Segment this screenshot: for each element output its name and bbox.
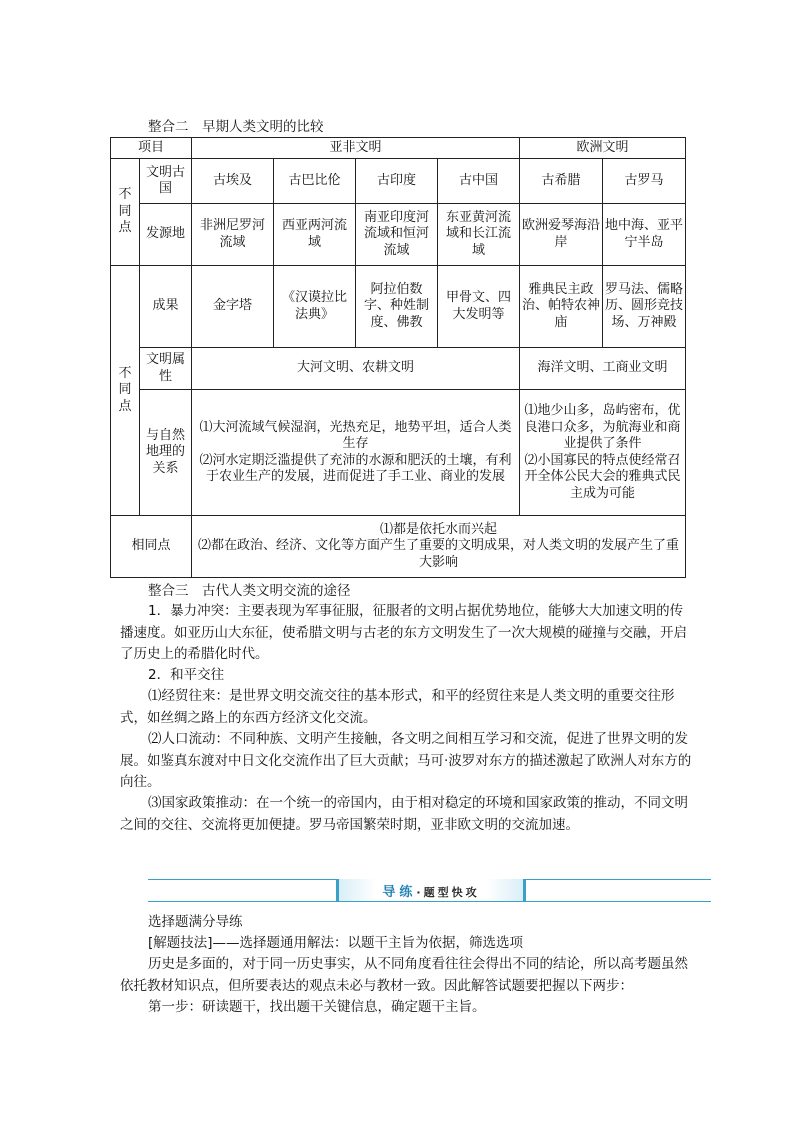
table-row	[111, 266, 686, 348]
cell-attribute-asia: 大河文明、农耕文明	[192, 348, 520, 390]
section2-title: 整合二 早期人类文明的比较	[148, 119, 324, 135]
table-header-row	[111, 138, 686, 159]
practice-title: 选择题满分导练	[148, 914, 243, 930]
table-row	[111, 390, 686, 516]
comparison-table	[110, 137, 686, 578]
table-row	[111, 348, 686, 390]
practice-paragraph-2: 第一步：研读题干，找出题干关键信息，确定题干主旨。	[148, 999, 486, 1015]
header-europe: 欧洲文明	[520, 138, 686, 159]
cell-achievement: 《汉谟拉比法典》	[274, 266, 356, 348]
practice-method: [解题技法]——选择题通用解法：以题干主旨为依据，筛选选项	[148, 935, 524, 951]
section3-title: 整合三 古代人类文明交流的途径	[148, 583, 351, 599]
cell-origin: 非洲尼罗河流域	[192, 204, 274, 266]
table-row	[111, 159, 686, 204]
geo-asia-point-1: ⑴大河流域气候湿润，光热充足，地势平坦，适合人类生存	[199, 419, 512, 451]
cell-achievement: 甲骨文、四大发明等	[438, 266, 520, 348]
cell-origin: 地中海、亚平宁半岛	[603, 204, 686, 266]
cell-country: 古中国	[438, 159, 520, 204]
banner-sub-text: ·题型快攻	[416, 886, 480, 899]
separator-bottom	[148, 901, 711, 902]
same-point-2: ⑵都在政治、经济、文化等方面产生了重要的文明成果，对人类文明的发展产生了重大影响	[198, 538, 680, 570]
cell-country: 古罗马	[603, 159, 686, 204]
cell-country: 古巴比伦	[274, 159, 356, 204]
header-asia-africa: 亚非文明	[192, 138, 520, 159]
section3-paragraph-2: 2．和平交往	[148, 667, 225, 683]
geo-europe-point-2: ⑵小国寡民的特点使经常召开全体公民大会的雅典式民主成为可能	[524, 452, 681, 501]
header-item: 项目	[111, 138, 192, 159]
row-label-country: 文明古国	[140, 159, 192, 204]
row-label-origin: 发源地	[140, 204, 192, 266]
section3-paragraph-3: ⑴经贸往来：是世界文明交流交往的基本形式，和平的经贸往来是人类文明的重要交往形式，如丝绸之路上的东西方经济文化交流。	[120, 688, 675, 726]
cell-origin: 西亚两河流域	[274, 204, 356, 266]
section-banner	[336, 879, 526, 901]
same-label: 相同点	[111, 516, 192, 578]
cell-country: 古印度	[356, 159, 438, 204]
practice-paragraph-1: 历史是多面的，对于同一历史事实，从不同角度看往往会得出不同的结论，所以高考题虽然依托教材知识点，但所要表达的观点未必与教材一致。因此解答试题要把握以下两步：	[120, 956, 688, 994]
cell-achievement: 阿拉伯数字、种姓制度、佛教	[356, 266, 438, 348]
table-row	[111, 516, 686, 578]
cell-origin: 南亚印度河流域和恒河流域	[356, 204, 438, 266]
row-label-achievement: 成果	[140, 266, 192, 348]
row-label-attribute: 文明属性	[140, 348, 192, 390]
cell-geography-europe	[520, 390, 686, 516]
geo-europe-point-1: ⑴地少山多，岛屿密布，优良港口众多，为航海业和商业提供了条件	[524, 403, 681, 451]
cell-origin: 欧洲爱琴海沿岸	[520, 204, 603, 266]
row-label-geography: 与自然地理的关系	[140, 390, 192, 516]
diff-label-2: 不同点	[111, 266, 140, 516]
section3-paragraph-5: ⑶国家政策推动：在一个统一的帝国内，由于相对稳定的环境和国家政策的推动，不同文明之间的交往、交流将更加便捷。罗马帝国繁荣时期，亚非欧文明的交流加速。	[120, 795, 688, 833]
table-row	[111, 204, 686, 266]
banner-main-text: 导练	[382, 885, 417, 900]
cell-achievement: 罗马法、儒略历、圆形竞技场、万神殿	[603, 266, 686, 348]
cell-attribute-europe: 海洋文明、工商业文明	[520, 348, 686, 390]
geo-asia-point-2: ⑵河水定期泛滥提供了充沛的水源和肥沃的土壤，有利于农业生产的发展，进而促进了手工业、商业的发展	[199, 452, 512, 484]
cell-achievement: 雅典民主政治、帕特农神庙	[520, 266, 603, 348]
section3-paragraph-1: 1．暴力冲突：主要表现为军事征服，征服者的文明占据优势地位，能够大大加速文明的传播速度。如亚历山大东征，使希腊文明与古老的东方文明发生了一次大规模的碰撞与交融，开启了历史上的希腊化时代。	[120, 603, 687, 662]
cell-country: 古埃及	[192, 159, 274, 204]
same-point-1: ⑴都是依托水而兴起	[380, 521, 498, 537]
cell-geography-asia	[192, 390, 520, 516]
diff-label-1: 不同点	[111, 159, 140, 266]
cell-same	[192, 516, 686, 578]
cell-achievement: 金字塔	[192, 266, 274, 348]
cell-country: 古希腊	[520, 159, 603, 204]
section3-paragraph-4: ⑵人口流动：不同种族、文明产生接触，各文明之间相互学习和交流，促进了世界文明的发展。如鉴真东渡对中日文化交流作出了巨大贡献；马可·波罗对东方的描述激起了欧洲人对东方的向往。	[120, 731, 692, 790]
cell-origin: 东亚黄河流域和长江流域	[438, 204, 520, 266]
